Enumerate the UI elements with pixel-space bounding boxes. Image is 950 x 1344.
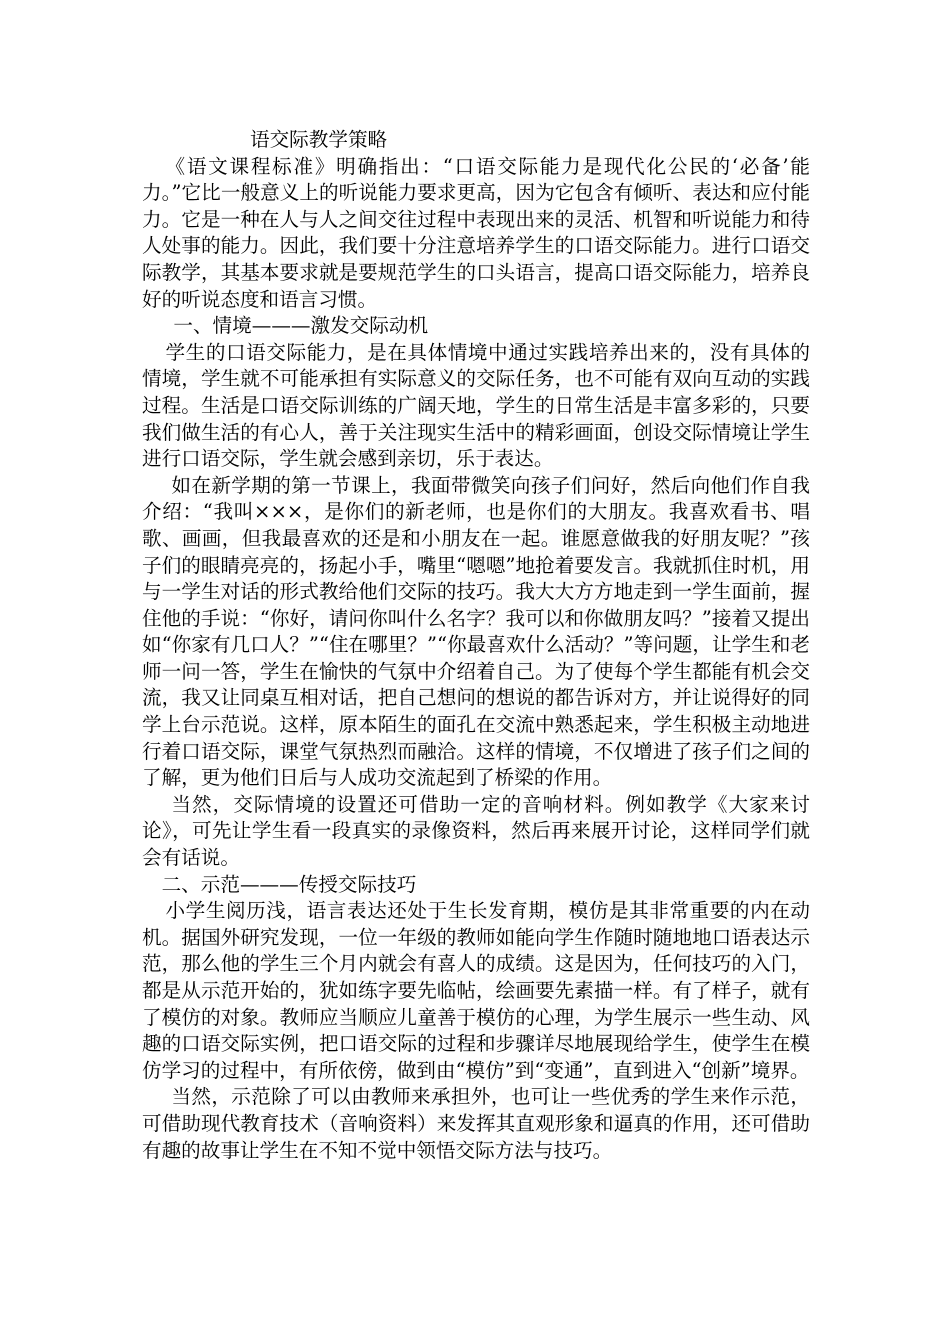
intro-paragraph: 《语文课程标准》明确指出：“口语交际能力是现代化公民的‘必备’能力。”它比一般意义上的听说能力要求更高，因为它包含有倾听、表达和应付能力。它是一种在人与人之间交往过程中表现出来的灵活、机智和听说能力和待人处事的能力。因此，我们要十分注意培养学生的口语交际能力。进行口语交际教学，其基本要求就是要规范学生的口头语言，提高口语交际能力，培养良好的听说态度和语言习惯。 xyxy=(142,154,810,311)
section-1-paragraph-1: 学生的口语交际能力，是在具体情境中通过实践培养出来的，没有具体的情境，学生就不可能承担有实际意义的交际任务，也不可能有双向互动的实践过程。生活是口语交际训练的广阔天地，学生的日常生活是丰富多彩的，只要我们做生活的有心人，善于关注现实生活中的精彩画面，创设交际情境让学生进行口语交际，学生就会感到亲切，乐于表达。 xyxy=(142,340,810,471)
section-1-heading: 一、情境———激发交际动机 xyxy=(173,314,429,338)
document-title: 语交际教学策略 xyxy=(250,128,388,151)
section-1-paragraph-3: 当然，交际情境的设置还可借助一定的音响材料。例如教学《大家来讨论》，可先让学生看一段真实的录像资料，然后再来展开讨论，这样同学们就会有话说。 xyxy=(142,792,810,870)
section-2-heading: 二、示范———传授交际技巧 xyxy=(161,872,417,896)
section-1-paragraph-2: 如在新学期的第一节课上，我面带微笑向孩子们问好，然后向他们作自我介绍：“我叫×××，是你们的新老师，也是你们的大朋友。我喜欢看书、唱歌、画画，但我最喜欢的还是和小朋友在一起。谁愿意做我的好朋友呢？”孩子们的眼睛亮亮的，扬起小手，嘴里“嗯嗯”地抢着要发言。我就抓住时机，用与一学生对话的形式教给他们交际的技巧。我大大方方地走到一学生面前，握住他的手说：“你好，请问你叫什么名字？我可以和你做朋友吗？”接着又提出如“你家有几口人？”“住在哪里？”“你最喜欢什么活动？”等问题，让学生和老师一问一答，学生在愉快的气氛中介绍着自己。为了使每个学生都能有机会交流，我又让同桌互相对话，把自己想问的想说的都告诉对方，并让说得好的同学上台示范说。这样，原本陌生的面孔在交流中熟悉起来，学生积极主动地进行着口语交际，课堂气氛热烈而融洽。这样的情境，不仅增进了孩子们之间的了解，更为他们日后与人成功交流起到了桥梁的作用。 xyxy=(142,473,810,790)
section-2-paragraph-1: 小学生阅历浅，语言表达还处于生长发育期，模仿是其非常重要的内在动机。据国外研究发现，一位一年级的教师如能向学生作随时随地地口语表达示范，那么他的学生三个月内就会有喜人的成绩。这是因为，任何技巧的入门，都是从示范开始的，犹如练字要先临帖，绘画要先素描一样。有了样子，就有了模仿的对象。教师应当顺应儿童善于模仿的心理，为学生展示一些生动、风趣的口语交际实例，把口语交际的过程和步骤详尽地展现给学生，使学生在模仿学习的过程中，有所依傍，做到由“模仿”到“变通”，直到进入“创新”境界。 xyxy=(142,899,810,1082)
section-2-paragraph-2: 当然，示范除了可以由教师来承担外，也可让一些优秀的学生来作示范，可借助现代教育技术（音响资料）来发挥其直观形象和逼真的作用，还可借助有趣的故事让学生在不知不觉中领悟交际方法与技巧。 xyxy=(142,1085,810,1162)
document-body xyxy=(142,127,810,1164)
